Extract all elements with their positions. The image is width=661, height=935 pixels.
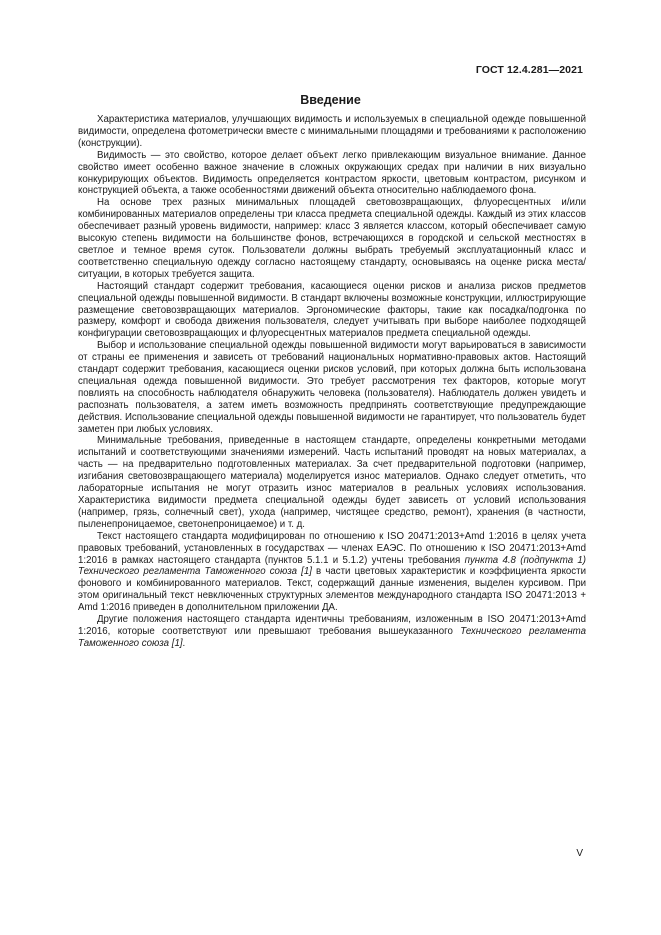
standard-code: ГОСТ 12.4.281—2021 [475, 64, 583, 76]
paragraph: Настоящий стандарт содержит требования, касающиеся оценки рисков и анализа рисков предметов специальной одежды повышенной видимости. В стандарт включены возможные конструкции, иллюстрирующие размещение световозвращающих материалов. Эргономические факторы, такие как посадка/подгонка по размеру, комфорт и свобода движения пользователя, следует учитывать при выборе наиболее подходящей конфигурации световозвращающих и флуоресцентных материалов предмета специальной одежды. [78, 280, 586, 340]
paragraph-modification-note [78, 531, 586, 614]
italic-reference: пункта 4.8 (подпункта 1) Технического регламента Таможенного союза [1] [78, 554, 587, 578]
paragraph-text: в части цветовых характеристик и коэффициента яркости фонового и комбинированного материалов. Текст, содержащий данные изменения, выделен курсивом. При этом оригинальный текст невключенных структурных элементов международного стандарта ISO 20471:2013 + Amd 1:2016 приведен в дополнительном приложении ДА. [78, 566, 586, 614]
paragraph: На основе трех разных минимальных площадей световозвращающих, флуоресцентных и/или комбинированных материалов определены три класса предмета специальной одежды. Каждый из этих классов обеспечивает разный уровень видимости, например: класс 3 является классом, который обеспечивает самую высокую степень видимости на большинстве фонов, встречающихся в городской и сельской местностях в светлое и темное время суток. Пользователи должны выбрать требуемый эксплуатационный класс и соответственно специальную одежду согласно настоящему стандарту, основываясь на оценке риска места/ситуации, в которых требуется защита. [78, 197, 586, 280]
section-title: Введение [300, 93, 361, 107]
paragraph-text: . [182, 637, 186, 649]
paragraph-identity-note [78, 614, 586, 650]
paragraph: Минимальные требования, приведенные в настоящем стандарте, определены конкретными методами испытаний и соответствующими значениями измерений. Часть испытаний проводят на новых материалах, а часть — на предварительно подготовленных материалах. За счет предварительной подготовки (например, изгибания световозвращающего материала) моделируется износ материалов. Однако следует отметить, что лабораторные испытания не могут отразить износ материалов в реальных условиях использования. Характеристика видимости предмета специальной одежды будет зависеть от условий использования (например, грязь, солнечный свет), ухода (например, чистящее средство, ремонт), хранения (в частности, пыленепроницаемое, светонепроницаемое) и т. д. [78, 435, 586, 530]
paragraph-text: Другие положения настоящего стандарта идентичны требованиям, изложенным в ISO 20471:2013+Amd 1:2016, которые соответствуют или превышают требования вышеуказанного [78, 614, 586, 637]
paragraph: Выбор и использование специальной одежды повышенной видимости могут варьироваться в зависимости от страны ее применения и зависеть от требований национальных нормативно-правовых актов. Настоящий стандарт содержит требования, касающиеся оценки рисков условий, при которых должна быть использована специальная одежда повышенной видимости. Это требует рассмотрения тех факторов, которые могут повлиять на способность наблюдателя обнаружить человека (пользователя). Наблюдатель должен увидеть и распознать пользователя, а затем иметь возможность предпринять соответствующие предупреждающие действия. Использование специальной одежды повышенной видимости не гарантирует, что пользователь будет заметен при любых условиях. [78, 340, 586, 435]
italic-reference: Технического регламента Таможенного союза [1] [78, 625, 586, 649]
paragraph-text: Текст настоящего стандарта модифицирован по отношению к ISO 20471:2013+Amd 1:2016 в целях учета правовых требований, установленных в государствах — членах ЕАЭС. По отношению к ISO 20471:2013+Amd 1:2016 в рамках настоящего стандарта (пунктов 5.1.1 и 5.1.2) учтены требования [78, 530, 586, 566]
paragraph: Видимость — это свойство, которое делает объект легко привлекающим визуальное внимание. Данное свойство имеет особенно важное значение в сложных окружающих средах при наличии в них визуально конкурирующих объектов. Видимость определяется контрастом яркости, цветовым контрастом, рисунком и конструкцией объекта, а также особенностями движений объекта относительно наблюдаемого фона. [78, 149, 586, 197]
page-number: V [576, 848, 583, 859]
paragraph: Характеристика материалов, улучшающих видимость и используемых в специальной одежде повышенной видимости, определена фотометрически вместе с минимальными площадями и требованиями к расположению (конструкции). [78, 114, 586, 149]
document-body [78, 114, 586, 650]
